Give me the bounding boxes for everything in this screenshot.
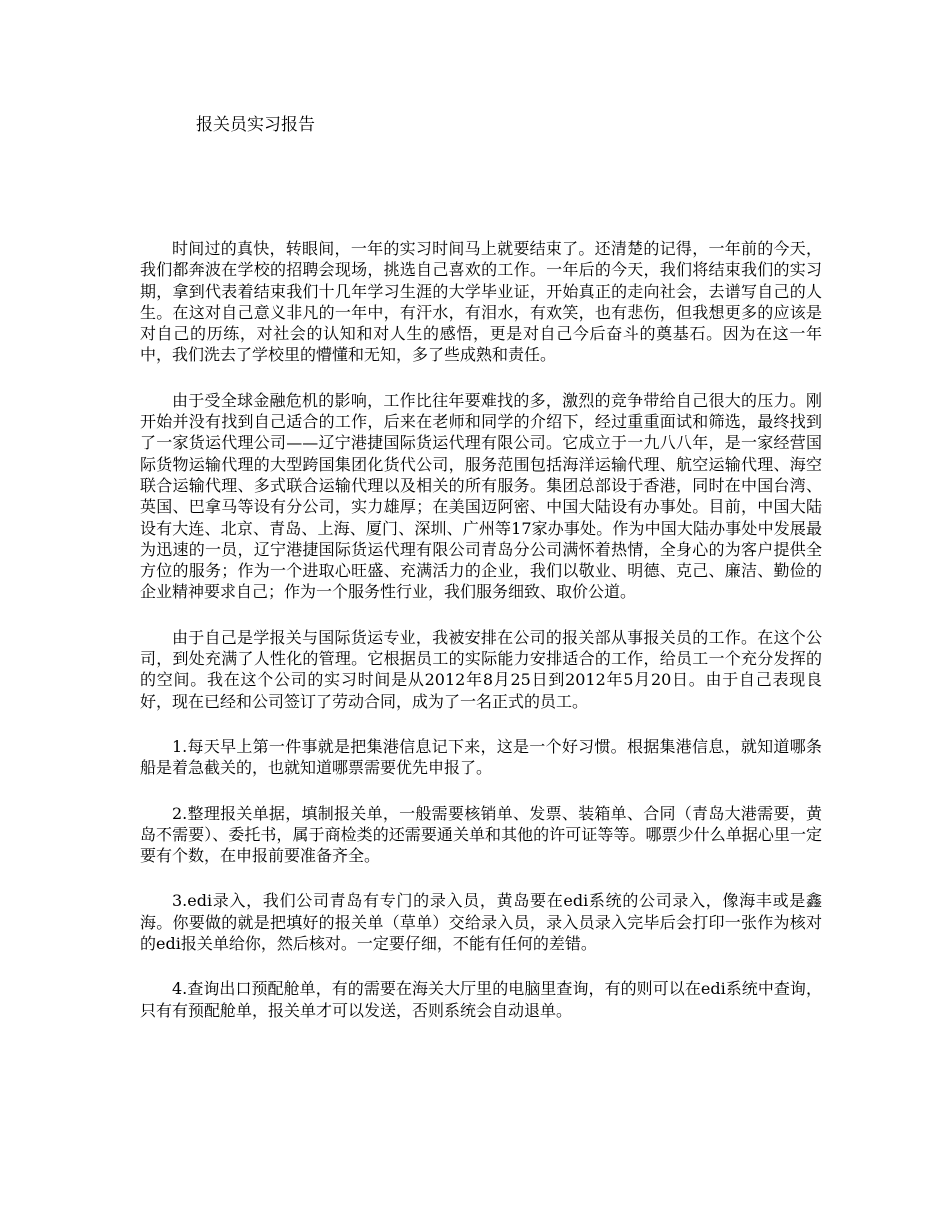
paragraph-company: 由于受全球金融危机的影响，工作比往年要难找的多，激烈的竞争带给自己很大的压力。刚开始并没有找到自己适合的工作，后来在老师和同学的介绍下，经过重重面试和筛选，最终找到了一家货运代理公司——辽宁港捷国际货运代理有限公司。它成立于一九八八年，是一家经营国际货物运输代理的大型跨国集团化货代公司，服务范围包括海洋运输代理、航空运输代理、海空联合运输代理、多式联合运输代理以及相关的所有服务。集团总部设于香港，同时在中国台湾、英国、巴拿马等设有分公司，实力雄厚；在美国迈阿密、中国大陆设有办事处。目前，中国大陆设有大连、北京、青岛、上海、厦门、深圳、广州等17家办事处。作为中国大陆办事处中发展最为迅速的一员，辽宁港捷国际货运代理有限公司青岛分公司满怀着热情，全身心的为客户提供全方位的服务；作为一个进取心旺盛、充满活力的企业，我们以敬业、明德、克己、廉洁、勤俭的企业精神要求自己；作为一个服务性行业，我们服务细致、取价公道。	[140, 390, 822, 602]
paragraph-task-3: 3.edi录入，我们公司青岛有专门的录入员，黄岛要在edi系统的公司录入，像海丰或是鑫海。你要做的就是把填好的报关单（草单）交给录入员，录入员录入完毕后会打印一张作为核对的edi报关单给你，然后核对。一定要仔细，不能有任何的差错。	[140, 891, 822, 954]
paragraph-task-4: 4.查询出口预配舱单，有的需要在海关大厅里的电脑里查询，有的则可以在edi系统中查询，只有有预配舱单，报关单才可以发送，否则系统会自动退单。	[140, 979, 822, 1020]
paragraph-task-2: 2.整理报关单据，填制报关单，一般需要核销单、发票、装箱单、合同（青岛大港需要，黄岛不需要）、委托书，属于商检类的还需要通关单和其他的许可证等等。哪票少什么单据心里一定要有个数，在申报前要准备齐全。	[140, 803, 822, 866]
document-body	[140, 238, 822, 1045]
document-title: 报关员实习报告	[196, 115, 315, 135]
paragraph-task-1: 1.每天早上第一件事就是把集港信息记下来，这是一个好习惯。根据集港信息，就知道哪条船是着急截关的，也就知道哪票需要优先申报了。	[140, 736, 822, 778]
paragraph-position: 由于自己是学报关与国际货运专业，我被安排在公司的报关部从事报关员的工作。在这个公司，到处充满了人性化的管理。它根据员工的实际能力安排适合的工作，给员工一个充分发挥的的空间。我在这个公司的实习时间是从2012年8月25日到2012年5月20日。由于自己表现良好，现在已经和公司签订了劳动合同，成为了一名正式的员工。	[140, 627, 822, 711]
paragraph-intro: 时间过的真快，转眼间，一年的实习时间马上就要结束了。还清楚的记得，一年前的今天，我们都奔波在学校的招聘会现场，挑选自己喜欢的工作。一年后的今天，我们将结束我们的实习期，拿到代表着结束我们十几年学习生涯的大学毕业证，开始真正的走向社会，去谱写自己的人生。在这对自己意义非凡的一年中，有汗水，有泪水，有欢笑，也有悲伤，但我想更多的应该是对自己的历练，对社会的认知和对人生的感悟，更是对自己今后奋斗的奠基石。因为在这一年中，我们洗去了学校里的懵懂和无知，多了些成熟和责任。	[140, 239, 822, 365]
